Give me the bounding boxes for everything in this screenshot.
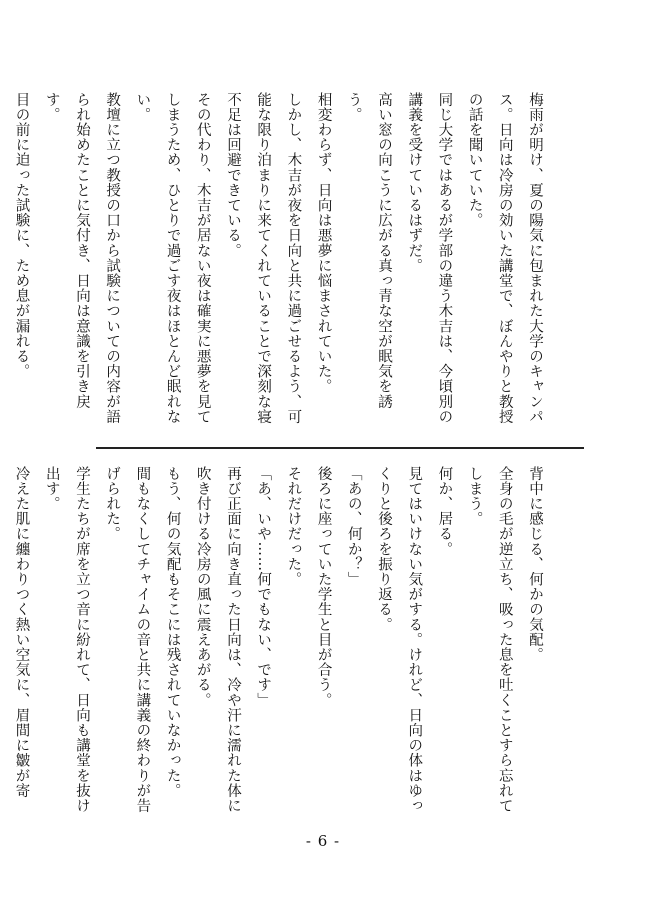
page-number: - 6 - — [305, 832, 341, 850]
paragraph: 再び正面に向き直った日向は、冷や汗に濡れた体に吹き付ける冷房の風に震えあがる。 — [194, 466, 241, 814]
paragraph: 高い窓の向こうに広がる真っ青な空が眠気を誘う。 — [345, 92, 392, 410]
paragraph: 見てはいけない気がする。けれど、日向の体はゆっくりと後ろを振り返る。 — [375, 466, 423, 814]
paragraph: 間もなくしてチャイムの音と共に講義の終わりが告げられた。 — [104, 466, 151, 814]
paragraph: 相変わらず、日向は悪夢に悩まされていた。 — [315, 92, 332, 394]
paragraph: その代わり、木吉が居ない夜は確実に悪夢を見てしまうため、ひとりで過ごす夜はほとんど眠れない。 — [134, 92, 211, 425]
paragraph: 背中に感じる、何かの気配。 — [527, 466, 543, 663]
paragraph: もう、何の気配もそこには残されていなかった。 — [164, 466, 181, 799]
paragraph: 後ろに座っていた学生と目が合う。 — [315, 466, 332, 708]
top-text-block — [13, 92, 550, 437]
paragraph: 目の前に迫った試験に、ため息が漏れる。 — [13, 92, 30, 379]
paragraph: それだけだった。 — [285, 466, 302, 587]
bottom-text-block — [13, 466, 550, 818]
section-divider — [96, 447, 584, 449]
paragraph: 何か、居る。 — [436, 466, 453, 557]
paragraph: 同じ大学ではあるが学部の違う木吉は、今頃別の講義を受けているはずだ。 — [406, 92, 453, 425]
paragraph: 学生たちが席を立つ音に紛れて、日向も講堂を抜け出す。 — [43, 466, 90, 814]
paragraph: 教壇に立つ教授の口から試験についての内容が語られ始めたことに気付き、日向は意識を引き戻す。 — [43, 92, 121, 425]
paragraph: 「あ、いや……何でもない、です」 — [255, 466, 272, 708]
paragraph: しかし、木吉が夜を日向と共に過ごせるよう、可能な限り泊まりに来てくれていることで深刻な寝不足は回避できている。 — [224, 92, 302, 425]
paragraph: 梅雨が明け、夏の陽気に包まれた大学のキャンパス。日向は冷房の効いた講堂で、ぼんやりと教授の話を聞いていた。 — [466, 92, 543, 425]
paragraph: 「あの、何か？」 — [345, 466, 362, 587]
paragraph: 冷えた肌に纏わりつく熱い空気に、眉間に皺が寄 — [13, 466, 30, 799]
paragraph: 全身の毛が逆立ち、吸った息を吐くことすら忘れてしまう。 — [466, 466, 513, 814]
